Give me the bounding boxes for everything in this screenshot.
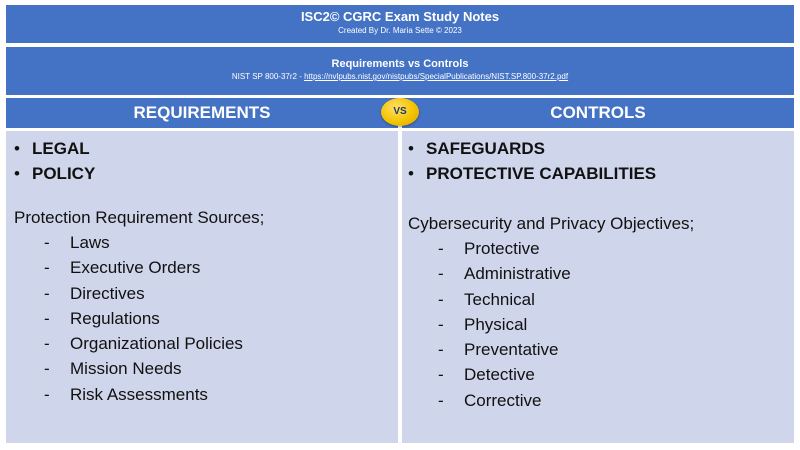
- list-item: - Protective: [438, 236, 794, 261]
- page-title: ISC2© CGRC Exam Study Notes: [300, 9, 500, 24]
- requirement-sources-list: [14, 230, 398, 407]
- requirements-panel: [6, 131, 398, 443]
- topic-banner: [6, 47, 794, 95]
- bullet-item: • SAFEGUARDS: [408, 136, 794, 161]
- author-credit: Created By Dr. Maria Sette © 2023: [338, 26, 462, 35]
- list-item: - Mission Needs: [44, 356, 398, 381]
- topic-title: Requirements vs Controls: [331, 58, 469, 70]
- controls-panel: [402, 131, 794, 443]
- requirements-section-title: Protection Requirement Sources;: [14, 208, 265, 227]
- bullet-item: • PROTECTIVE CAPABILITIES: [408, 161, 794, 186]
- list-item: - Laws: [44, 230, 398, 255]
- control-objectives-list: [408, 236, 794, 413]
- reference-link[interactable]: https://nvlpubs.nist.gov/nistpubs/SpecialPublications/NIST.SP.800-37r2.pdf: [304, 72, 569, 81]
- reference-prefix: NIST SP 800-37r2 -: [231, 72, 305, 81]
- bullet-item: • POLICY: [14, 161, 398, 186]
- list-item: - Preventative: [438, 337, 794, 362]
- requirements-bullets: [14, 136, 398, 186]
- list-item: - Administrative: [438, 261, 794, 286]
- header-banner: [6, 5, 794, 43]
- list-item: - Risk Assessments: [44, 382, 398, 407]
- list-item: - Executive Orders: [44, 255, 398, 280]
- list-item: - Physical: [438, 312, 794, 337]
- list-item: - Regulations: [44, 306, 398, 331]
- controls-section-title: Cybersecurity and Privacy Objectives;: [408, 214, 695, 233]
- bullet-item: • LEGAL: [14, 136, 398, 161]
- list-item: - Organizational Policies: [44, 331, 398, 356]
- list-item: - Directives: [44, 281, 398, 306]
- requirements-heading: REQUIREMENTS: [6, 98, 398, 128]
- vs-badge: VS: [381, 98, 419, 126]
- list-item: - Technical: [438, 287, 794, 312]
- reference-line: [6, 71, 794, 83]
- controls-heading: CONTROLS: [402, 98, 794, 128]
- list-item: - Detective: [438, 362, 794, 387]
- list-item: - Corrective: [438, 388, 794, 413]
- controls-bullets: [408, 136, 794, 186]
